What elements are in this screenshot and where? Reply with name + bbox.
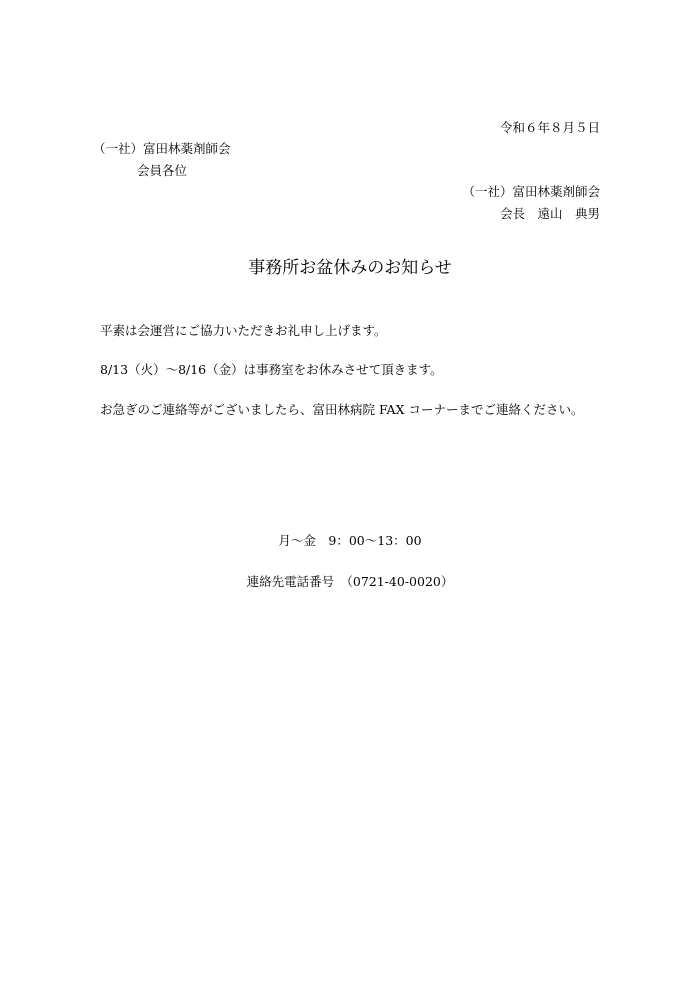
- sender-organization: （一社）富田林薬剤師会: [462, 184, 600, 199]
- business-hours: 月～金 9：00～13：00: [278, 533, 422, 548]
- paragraph-greeting: 平素は会運営にご協力いただきお礼申し上げます。: [100, 323, 387, 338]
- contact-phone: 連絡先電話番号 （0721-40-0020）: [246, 574, 454, 589]
- document-title: 事務所お盆休みのお知らせ: [248, 258, 452, 278]
- paragraph-urgent-contact: お急ぎのご連絡等がございましたら、富田林病院 FAX コーナーまでご連絡ください。: [100, 402, 584, 417]
- sender-person: 会長 遠山 典男: [499, 206, 600, 221]
- recipient-organization: （一社）富田林薬剤師会: [93, 141, 231, 156]
- paragraph-closure-dates: 8/13（火）～8/16（金）は事務室をお休みさせて頂きます。: [100, 362, 443, 377]
- recipient-members: 会員各位: [137, 163, 188, 178]
- document-date: 令和６年８月５日: [499, 120, 600, 135]
